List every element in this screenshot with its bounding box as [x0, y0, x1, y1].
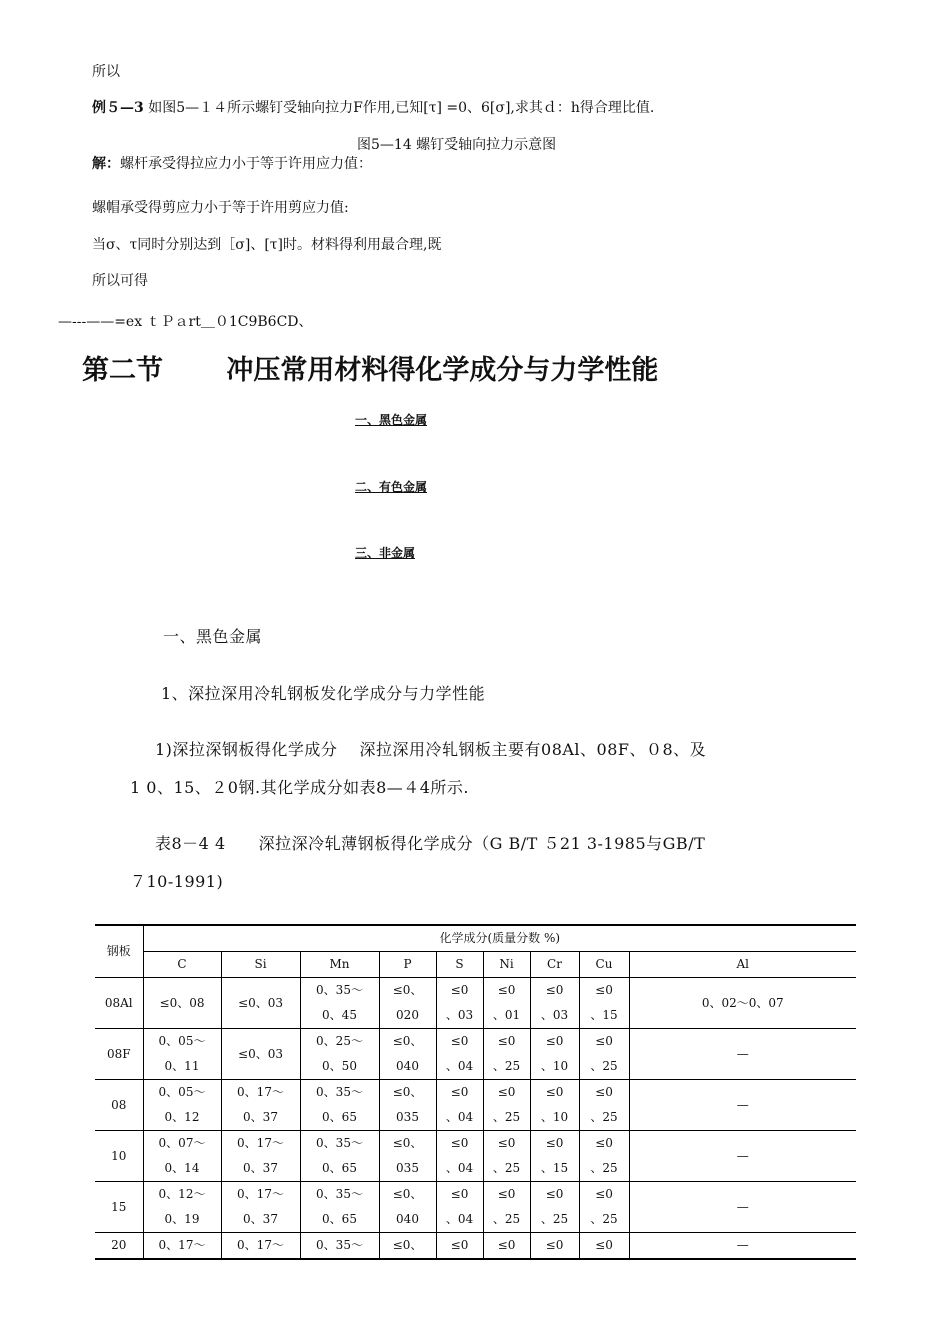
table-caption-line-1: 表8－4 4 深拉深冷轧薄钢板得化学成分（G B/T ５21 3-1985与GB/T — [155, 834, 706, 853]
cell-text-line: — — [736, 1097, 749, 1112]
composition-cell — [221, 1080, 300, 1131]
cell-text-line: 0、14 — [164, 1161, 200, 1175]
cell-text-line: ≤0 — [450, 983, 469, 997]
composition-cell — [629, 1182, 856, 1233]
cell-text-line: 0、17～ — [237, 1085, 284, 1099]
heading-ferrous: 一、黑色金属 — [163, 627, 263, 646]
text-line-when: 当σ、τ同时分别达到［σ]、[τ]时。材料得利用最合理,既 — [92, 237, 442, 253]
cell-text-line: ≤0 — [497, 983, 516, 997]
cell-text-line: 、04 — [445, 1059, 474, 1073]
cell-text-line: 、25 — [492, 1110, 521, 1124]
column-header-mn: Mn — [300, 952, 379, 978]
cell-text-line: 0、17～ — [237, 1238, 284, 1252]
composition-cell — [629, 1029, 856, 1080]
composition-cell — [483, 978, 530, 1029]
cell-text-line: 0、17～ — [237, 1136, 284, 1150]
toc-link-nonferrous[interactable]: 二、有色金属 — [355, 480, 428, 494]
table-row — [95, 978, 856, 1029]
composition-cell — [379, 1029, 436, 1080]
cell-text-line: 、25 — [492, 1161, 521, 1175]
composition-cell — [579, 1233, 629, 1260]
chemical-composition-table — [95, 924, 856, 1260]
cell-text-line: 0、17～ — [237, 1187, 284, 1201]
cell-text-line: 、25 — [540, 1212, 569, 1226]
composition-cell — [221, 978, 300, 1029]
cell-text-line: 0、02～0、07 — [701, 995, 784, 1010]
cell-text-line: 、15 — [540, 1161, 569, 1175]
cell-text-line: 0、12～ — [158, 1187, 206, 1201]
cell-text-line: 040 — [396, 1212, 419, 1226]
steel-grade-cell: 20 — [95, 1233, 143, 1260]
cell-text-line: 0、37 — [243, 1161, 278, 1175]
cell-text-line: 0、25～ — [316, 1034, 363, 1048]
cell-text-line: ≤0 — [595, 1238, 613, 1252]
composition-cell — [436, 1131, 483, 1182]
composition-cell — [530, 1080, 579, 1131]
cell-text-line: 、04 — [445, 1161, 474, 1175]
composition-cell — [579, 978, 629, 1029]
solution-text: 螺杆承受得拉应力小于等于许用应力值： — [120, 156, 372, 172]
composition-cell — [143, 1233, 221, 1260]
composition-cell — [629, 1233, 856, 1260]
cell-text-line: ≤0 — [450, 1187, 469, 1201]
cell-text-line: ≤0、 — [392, 1238, 423, 1252]
cell-text-line: 040 — [396, 1059, 419, 1073]
cell-text-line: 0、07～ — [158, 1136, 206, 1150]
cell-text-line: ≤0、03 — [238, 1046, 283, 1061]
cell-text-line: 035 — [396, 1110, 419, 1124]
composition-cell — [436, 1182, 483, 1233]
cell-text-line: ≤0 — [545, 1238, 564, 1252]
composition-cell — [300, 1029, 379, 1080]
composition-cell — [530, 1233, 579, 1260]
composition-cell — [530, 1182, 579, 1233]
table-row — [95, 1182, 856, 1233]
composition-cell — [483, 1233, 530, 1260]
cell-text-line: 、25 — [492, 1212, 521, 1226]
cell-text-line: ≤0、 — [392, 1085, 423, 1099]
paragraph-line-2: 1 0、15、２0钢.其化学成分如表8—４4所示. — [130, 778, 470, 797]
cell-text-line: ≤0 — [497, 1034, 516, 1048]
cell-text-line: ≤0 — [595, 1187, 613, 1201]
toc-link-ferrous[interactable]: 一、黑色金属 — [355, 413, 428, 427]
composition-cell — [483, 1131, 530, 1182]
composition-cell — [300, 1131, 379, 1182]
cell-text-line: — — [736, 1148, 749, 1163]
composition-cell — [300, 1182, 379, 1233]
composition-cell — [143, 1131, 221, 1182]
column-header-cu: Cu — [579, 952, 629, 978]
cell-text-line: 0、35～ — [316, 1085, 363, 1099]
cell-text-line: 0、35～ — [316, 1136, 363, 1150]
composition-cell — [483, 1182, 530, 1233]
composition-cell — [379, 1131, 436, 1182]
column-header-cr: Cr — [530, 952, 579, 978]
cell-text-line: 0、35～ — [316, 1238, 363, 1252]
steel-header: 钢板 — [95, 925, 143, 978]
cell-text-line: 、25 — [590, 1161, 618, 1175]
cell-text-line: 035 — [396, 1161, 419, 1175]
cell-text-line: 0、37 — [243, 1110, 278, 1124]
solution-line — [92, 153, 372, 173]
composition-cell — [579, 1182, 629, 1233]
composition-cell — [629, 978, 856, 1029]
cell-text-line: 、03 — [540, 1008, 569, 1022]
cell-text-line: ≤0 — [545, 1085, 564, 1099]
cell-text-line: ≤0、03 — [238, 995, 283, 1010]
cell-text-line: 0、05～ — [158, 1034, 206, 1048]
cell-text-line: 、25 — [590, 1212, 618, 1226]
cell-text-line: ≤0 — [497, 1136, 516, 1150]
composition-cell — [530, 1029, 579, 1080]
toc-link-nonmetal[interactable]: 三、非金属 — [355, 546, 416, 560]
cell-text-line: ≤0、 — [392, 1034, 423, 1048]
composition-cell — [436, 978, 483, 1029]
cell-text-line: — — [736, 1238, 749, 1252]
table-row — [95, 1029, 856, 1080]
composition-cell — [483, 1080, 530, 1131]
composition-cell — [143, 1080, 221, 1131]
composition-cell — [579, 1029, 629, 1080]
composition-cell — [483, 1029, 530, 1080]
example-label: 例５—3 — [92, 100, 144, 116]
cell-text-line: 0、65 — [322, 1212, 357, 1226]
cell-text-line: 0、19 — [164, 1212, 200, 1226]
composition-cell — [579, 1131, 629, 1182]
cell-text-line: 0、17～ — [158, 1238, 206, 1252]
cell-text-line: ≤0 — [497, 1187, 516, 1201]
composition-cell — [300, 1233, 379, 1260]
column-header-c: C — [143, 952, 221, 978]
cell-text-line: ≤0、08 — [159, 995, 205, 1010]
cell-text-line: 、10 — [540, 1110, 569, 1124]
composition-cell — [143, 978, 221, 1029]
composition-cell — [436, 1233, 483, 1260]
cell-text-line: 、25 — [590, 1110, 618, 1124]
cell-text-line: 、03 — [445, 1008, 474, 1022]
cell-text-line: 020 — [396, 1008, 419, 1022]
composition-cell — [629, 1131, 856, 1182]
example-line — [92, 97, 654, 117]
cell-text-line: ≤0 — [450, 1085, 469, 1099]
cell-text-line: — — [736, 1199, 749, 1214]
cell-text-line: ≤0、 — [392, 1187, 423, 1201]
cell-text-line: ≤0 — [595, 1136, 613, 1150]
cell-text-line: ≤0 — [545, 1136, 564, 1150]
cell-text-line: ≤0 — [595, 1085, 613, 1099]
cell-text-line: ≤0 — [595, 1034, 613, 1048]
composition-cell — [143, 1182, 221, 1233]
composition-cell — [221, 1131, 300, 1182]
cell-text-line: 0、37 — [243, 1212, 278, 1226]
cell-text-line: 、10 — [540, 1059, 569, 1073]
composition-cell — [530, 1131, 579, 1182]
cell-text-line: ≤0 — [450, 1034, 469, 1048]
paragraph-line-1: 1)深拉深钢板得化学成分 深拉深用冷轧钢板主要有08Al、08F、０8、及 — [155, 740, 707, 759]
cell-text-line: ≤0 — [497, 1085, 516, 1099]
cell-text-line: 0、12 — [164, 1110, 200, 1124]
composition-cell — [379, 1080, 436, 1131]
cell-text-line: 0、35～ — [316, 1187, 363, 1201]
cell-text-line: 0、65 — [322, 1161, 357, 1175]
column-header-s: S — [436, 952, 483, 978]
column-header-ni: Ni — [483, 952, 530, 978]
text-line-suoyi: 所以 — [92, 64, 120, 80]
table-caption-line-2: ７10-1991) — [130, 872, 224, 891]
composition-cell — [530, 978, 579, 1029]
cell-text-line: — — [736, 1046, 749, 1061]
composition-group-header: 化学成分(质量分数 %) — [143, 925, 856, 952]
cell-text-line: 、04 — [445, 1212, 474, 1226]
cell-text-line: 0、11 — [164, 1059, 200, 1073]
cell-text-line: 、25 — [590, 1059, 618, 1073]
cell-text-line: ≤0 — [545, 983, 564, 997]
column-header-p: P — [379, 952, 436, 978]
composition-cell — [379, 1233, 436, 1260]
solution-label: 解： — [92, 156, 120, 172]
separator-line: —---——=ex ｔＰａrt＿０1C9B6CD、 — [58, 314, 313, 330]
section-title: 第二节 冲压常用材料得化学成分与力学性能 — [82, 355, 659, 386]
composition-cell — [379, 978, 436, 1029]
cell-text-line: ≤0 — [450, 1238, 469, 1252]
cell-text-line: 、01 — [492, 1008, 521, 1022]
composition-cell — [221, 1233, 300, 1260]
cell-text-line: 、25 — [492, 1059, 521, 1073]
composition-cell — [300, 1080, 379, 1131]
steel-grade-cell: 15 — [95, 1182, 143, 1233]
cell-text-line: ≤0 — [595, 983, 613, 997]
steel-grade-cell: 08F — [95, 1029, 143, 1080]
cell-text-line: 0、50 — [322, 1059, 357, 1073]
composition-cell — [221, 1182, 300, 1233]
composition-cell — [379, 1182, 436, 1233]
table-row — [95, 1233, 856, 1260]
example-text: 如图5—１４所示螺钉受轴向拉力F作用,已知[τ] =0、6[σ],求其ｄ：h得合理比值. — [148, 100, 655, 116]
column-header-al: Al — [629, 952, 856, 978]
cell-text-line: ≤0 — [450, 1136, 469, 1150]
cell-text-line: ≤0 — [545, 1187, 564, 1201]
cell-text-line: ≤0、 — [392, 1136, 423, 1150]
cell-text-line: ≤0 — [497, 1238, 516, 1252]
cell-text-line: ≤0 — [545, 1034, 564, 1048]
cell-text-line: 0、35～ — [316, 983, 363, 997]
composition-cell — [221, 1029, 300, 1080]
cell-text-line: 、15 — [590, 1008, 618, 1022]
cell-text-line: 0、45 — [322, 1008, 357, 1022]
composition-cell — [300, 978, 379, 1029]
composition-cell — [436, 1029, 483, 1080]
steel-grade-cell: 10 — [95, 1131, 143, 1182]
text-line-so: 所以可得 — [92, 273, 148, 289]
text-line-shear: 螺帽承受得剪应力小于等于许用剪应力值: — [92, 200, 349, 216]
cell-text-line: 0、65 — [322, 1110, 357, 1124]
table-row — [95, 1080, 856, 1131]
cell-text-line: ≤0、 — [392, 983, 423, 997]
composition-cell — [143, 1029, 221, 1080]
cell-text-line: 0、05～ — [158, 1085, 206, 1099]
composition-cell — [579, 1080, 629, 1131]
cell-text-line: 、04 — [445, 1110, 474, 1124]
steel-grade-cell: 08 — [95, 1080, 143, 1131]
steel-grade-cell: 08Al — [95, 978, 143, 1029]
column-header-si: Si — [221, 952, 300, 978]
composition-cell — [436, 1080, 483, 1131]
table-row — [95, 1131, 856, 1182]
heading-cold-rolled: 1、深拉深用冷轧钢板发化学成分与力学性能 — [161, 684, 486, 703]
composition-cell — [629, 1080, 856, 1131]
figure-caption: 图5—14 螺钉受轴向拉力示意图 — [357, 137, 557, 153]
